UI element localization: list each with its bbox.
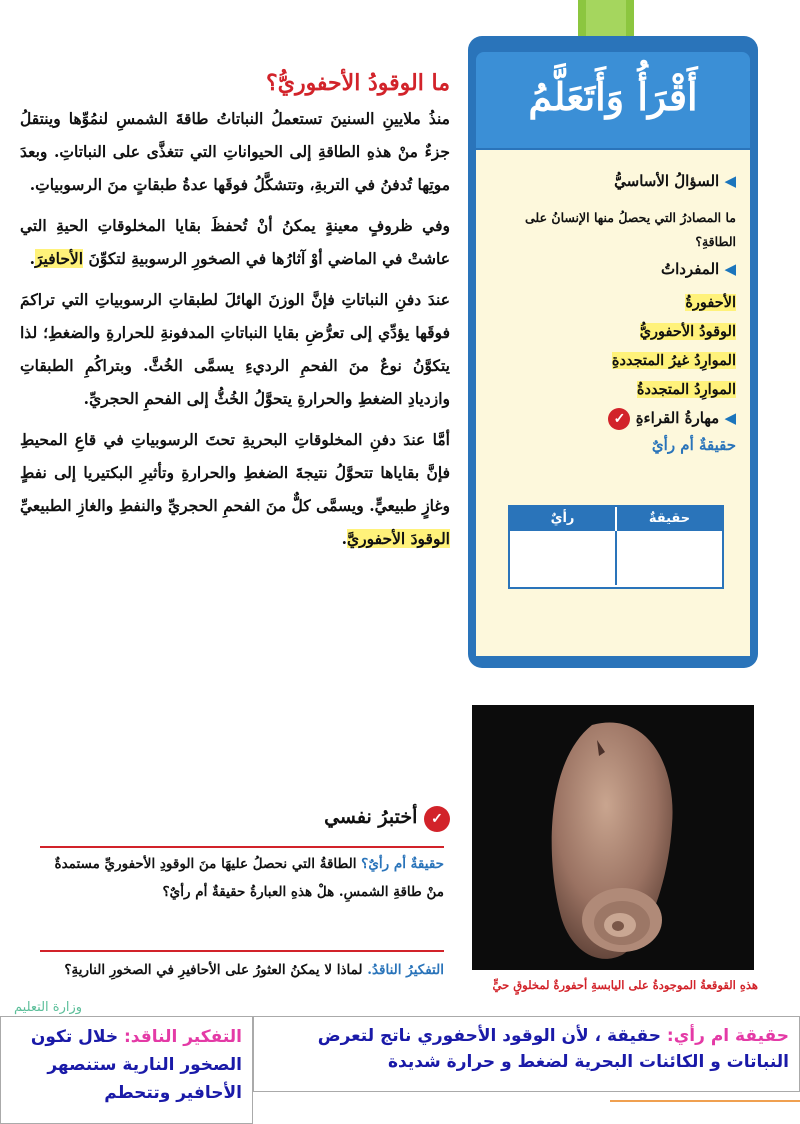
table-cell[interactable] bbox=[510, 531, 617, 585]
vocab-item: الأحفورةُ bbox=[685, 294, 736, 311]
term-fossils: الأحافيرَ bbox=[34, 249, 84, 268]
lesson-text bbox=[20, 70, 450, 563]
check-yourself-title: ✓ أختبرُ نفسي bbox=[270, 806, 450, 832]
vocab-item: الموارِدُ غيرُ المتجددةِ bbox=[611, 352, 736, 369]
fossil-shell-photo bbox=[472, 705, 754, 970]
vocab-item: الوقودُ الأحفوريُّ bbox=[639, 323, 736, 340]
decor-line bbox=[610, 1092, 800, 1102]
paragraph-3: عندَ دفنِ النباتاتِ فإنَّ الوزنَ الهائلَ لطبقاتِ الرسوبياتِ التي تراكمَ فوقَها يؤدِّي إلى تعرُّضِ بقايا النباتاتِ المدفونةِ للحرارةِ والضغطِ؛ لذا يتكوَّنُ نوعٌ منَ الفحمِ الرديءِ يسمَّى الخُثَّ. وبتراكُمِ الطبقاتِ وازديادِ الضغطِ والحرارةِ يتحوَّلُ الخُثُّ إلى الفحمِ الحجريِّ. bbox=[20, 290, 450, 408]
shell-image bbox=[472, 705, 754, 970]
table-header-fact: حقيقةٌ bbox=[648, 511, 691, 526]
table-cell[interactable] bbox=[617, 531, 722, 585]
arrow-icon: ◀ bbox=[724, 409, 736, 427]
answer-box-1: حقيقة ام رأي: حقيقة ، لأن الوقود الأحفوري ناتج لتعرض النباتات و الكائنات البحرية لضغط و حرارة شديدة bbox=[253, 1016, 800, 1092]
check-icon: ✓ bbox=[424, 806, 450, 832]
term-fossil-fuel: الوقودَ الأحفوريَّ bbox=[347, 529, 450, 548]
vocab-list bbox=[486, 288, 736, 404]
section-title: ما الوقودُ الأحفوريُّ؟ bbox=[266, 70, 450, 96]
arrow-icon: ◀ bbox=[724, 172, 736, 190]
ministry-logo-text: وزارة التعليم bbox=[14, 1000, 83, 1015]
reading-skill-heading: ◀ مهارةُ القراءةِ ✓ bbox=[486, 408, 736, 430]
paragraph-4: أمَّا عندَ دفنِ المخلوقاتِ البحريةِ تحتَ الرسوبياتِ في قاعِ المحيطِ فإنَّ بقاياها تتحوَّلُ نتيجةَ الضغطِ والحرارةِ وتأثيرِ البكتيريا إلى نفطٍ وغازٍ طبيعيٍّ. ويسمَّى كلٌّ منَ الفحمِ الحجريِّ والنفطِ والغازِ الطبيعيِّ الوقودَ الأحفوريَّ. bbox=[20, 430, 450, 548]
photo-caption: هذهِ القوقعةُ الموجودةُ على اليابسةِ أحفورةٌ لمخلوقٍ حيٍّ bbox=[492, 978, 758, 992]
fact-opinion-table bbox=[508, 505, 724, 589]
divider bbox=[40, 950, 444, 952]
paragraph-2: وفي ظروفٍ معينةٍ يمكنُ أنْ تُحفظَ بقايا المخلوقاتِ الحيةِ التي عاشتْ في الماضي أوْ آثارُها في الصخورِ الرسوبيةِ لتكوِّنَ الأحافيرَ. bbox=[20, 216, 450, 268]
vocab-item: الموارِدُ المتجددةُ bbox=[636, 381, 736, 398]
question-2: التفكيرُ الناقدُ. لماذا لا يمكنُ العثورُ على الأحافيرِ في الصخورِ الناريةِ؟ bbox=[64, 962, 444, 978]
vocab-heading: ◀ المفرداتُ bbox=[660, 260, 736, 278]
answer-box-2: التفكير الناقد: خلال تكون الصخور النارية ستنصهر الأحافير وتتحطم bbox=[0, 1016, 253, 1124]
card-header bbox=[476, 52, 750, 148]
reading-skill: حقيقةٌ أم رأيٌ bbox=[651, 436, 736, 454]
essential-question: ما المصادرُ التي يحصلُ منها الإنسانُ على الطاقةِ؟ bbox=[525, 210, 736, 249]
check-icon: ✓ bbox=[608, 408, 630, 430]
question-1: حقيقةٌ أم رأيٌ؟ الطاقةُ التي نحصلُ عليهَا منَ الوقودِ الأحفوريِّ مستمدةٌ منْ طاقةِ الشمسِ. هلْ هذهِ العبارةُ حقيقةٌ أم رأيٌ؟ bbox=[54, 856, 444, 900]
card-title: أَقْرَأُ وَأَتَعَلَّمُ bbox=[528, 74, 698, 119]
essential-question-heading: ◀ السؤالُ الأساسيُّ bbox=[614, 172, 736, 190]
arrow-icon: ◀ bbox=[724, 260, 736, 278]
table-header-opinion: رأيٌ bbox=[510, 507, 617, 531]
divider bbox=[40, 846, 444, 848]
paragraph-1: منذُ ملايينِ السنينَ تستعملُ النباتاتُ طاقةَ الشمسِ لنمُوِّها وينتقلُ جزءٌ منْ هذهِ الطاقةِ إلى الحيواناتِ التي تتغذَّى على النباتاتِ. وبعدَ موتِها تُدفنُ في التربةِ، وتتشكَّلُ فوقَها عدةُ طبقاتٍ منَ الرسوبياتِ. bbox=[20, 109, 450, 194]
